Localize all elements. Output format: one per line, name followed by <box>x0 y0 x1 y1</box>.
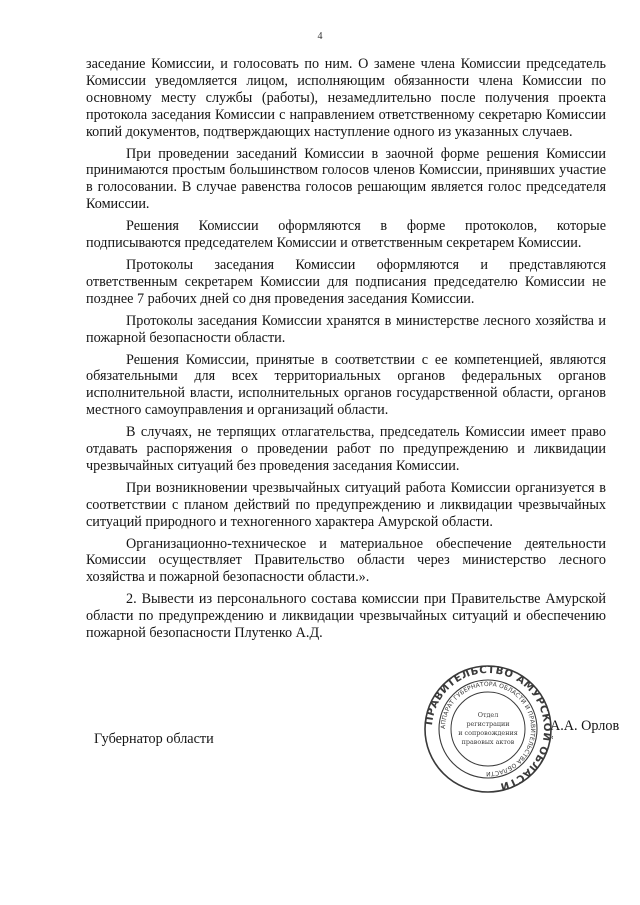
official-stamp <box>423 663 553 795</box>
stamp-center-line-1: Отдел <box>477 711 499 719</box>
paragraph-1: заседание Комиссии, и голосовать по ним. О замене члена Комиссии председатель Комиссии уведомляется лицом, исполняющим обязанности члена Комиссии по основному месту службы (работы), незамедлительно после получения проекта протокола заседания Комиссии с направлением ответственному секретарю Комиссии копий документов, подтверждающих наступление одного из указанных случаев. <box>86 56 606 140</box>
stamp-center-line-2: регистрации <box>466 720 510 728</box>
stamp-inner-text: АППАРАТ ГУБЕРНАТОРА ОБЛАСТИ И ПРАВИТЕЛЬСТВА ОБЛАСТИ <box>439 680 537 778</box>
stamp-seal-icon <box>423 663 553 795</box>
paragraph-10: 2. Вывести из персонального состава комиссии при Правительстве Амурской области по предупреждению и ликвидации чрезвычайных ситуаций и обеспечению пожарной безопасности Плутенко А.Д. <box>86 591 606 642</box>
document-body <box>86 56 606 647</box>
paragraph-3: Решения Комиссии оформляются в форме протоколов, которые подписываются председателем Комиссии и ответственным секретарем Комиссии. <box>86 218 606 252</box>
signature-title: Губернатор области <box>94 731 214 747</box>
paragraph-4: Протоколы заседания Комиссии оформляются и представляются ответственным секретарем Комиссии для подписания председателю Комиссии не позднее 7 рабочих дней со дня проведения заседания Комиссии. <box>86 256 606 307</box>
stamp-outer-text: ПРАВИТЕЛЬСТВО АМУРСКОЙ ОБЛАСТИ <box>424 664 553 792</box>
paragraph-2: При проведении заседаний Комиссии в заочной форме решения Комиссии принимаются простым большинством голосов членов Комиссии, принявших участие в голосовании. В случае равенства голосов решающим является голос председателя Комиссии. <box>86 145 606 213</box>
page-number: 4 <box>317 31 323 42</box>
stamp-center-line-3: и сопровождения <box>458 729 518 737</box>
paragraph-6: Решения Комиссии, принятые в соответствии с ее компетенцией, являются обязательными для всех территориальных органов федеральных органов исполнительной власти, исполнительных органов государственной области, органов местного самоуправления и организаций области. <box>86 351 606 419</box>
signature-name: А.А. Орлов <box>550 718 620 734</box>
paragraph-8: При возникновении чрезвычайных ситуаций работа Комиссии организуется в соответствии с планом действий по предупреждению и ликвидации чрезвычайных ситуаций природного и техногенного характера Амурской области. <box>86 479 606 530</box>
stamp-center-line-4: правовых актов <box>461 738 515 746</box>
paragraph-9: Организационно-техническое и материальное обеспечение деятельности Комиссии осуществляет Правительство области через министерство лесного хозяйства и пожарной безопасности области.». <box>86 535 606 586</box>
paragraph-5: Протоколы заседания Комиссии хранятся в министерстве лесного хозяйства и пожарной безопасности области. <box>86 312 606 346</box>
paragraph-7: В случаях, не терпящих отлагательства, председатель Комиссии имеет право отдавать распоряжения о проведении работ по предупреждению и ликвидации чрезвычайных ситуаций без проведения заседания Комиссии. <box>86 424 606 474</box>
